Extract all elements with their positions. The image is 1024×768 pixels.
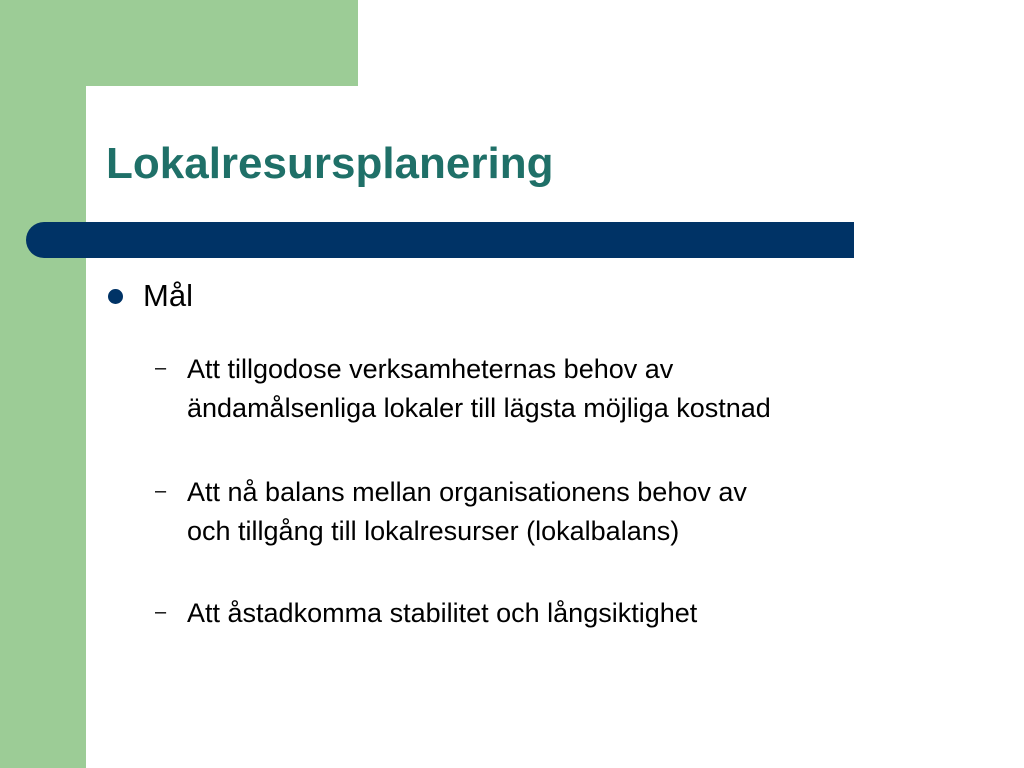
sub-bullet-line: Att tillgodose verksamheternas behov av bbox=[187, 354, 674, 384]
title-underline-bar bbox=[26, 222, 854, 258]
dash-icon: – bbox=[155, 357, 167, 379]
sub-bullet-item bbox=[155, 473, 977, 551]
sub-bullet-item bbox=[155, 350, 977, 428]
sub-bullet-text bbox=[187, 473, 977, 551]
sub-bullet-text bbox=[187, 594, 977, 633]
sub-bullet-line: ändamålsenliga lokaler till lägsta möjliga kostnad bbox=[187, 393, 771, 423]
sub-bullet-line: Att nå balans mellan organisationens behov av bbox=[187, 477, 747, 507]
sub-bullet-item bbox=[155, 594, 977, 633]
bullet-dot-icon bbox=[108, 289, 123, 304]
sub-bullet-line: Att åstadkomma stabilitet och långsiktighet bbox=[187, 598, 698, 628]
bullet-item bbox=[108, 278, 193, 314]
slide-title: Lokalresursplanering bbox=[106, 139, 554, 188]
sub-bullet-line: och tillgång till lokalresurser (lokalbalans) bbox=[187, 516, 680, 546]
dash-icon: – bbox=[155, 480, 167, 502]
decorative-green-strip bbox=[0, 0, 86, 768]
decorative-green-top-block bbox=[0, 0, 358, 86]
sub-bullet-text bbox=[187, 350, 977, 428]
bullet-text: Mål bbox=[143, 278, 193, 313]
dash-icon: – bbox=[155, 601, 167, 623]
